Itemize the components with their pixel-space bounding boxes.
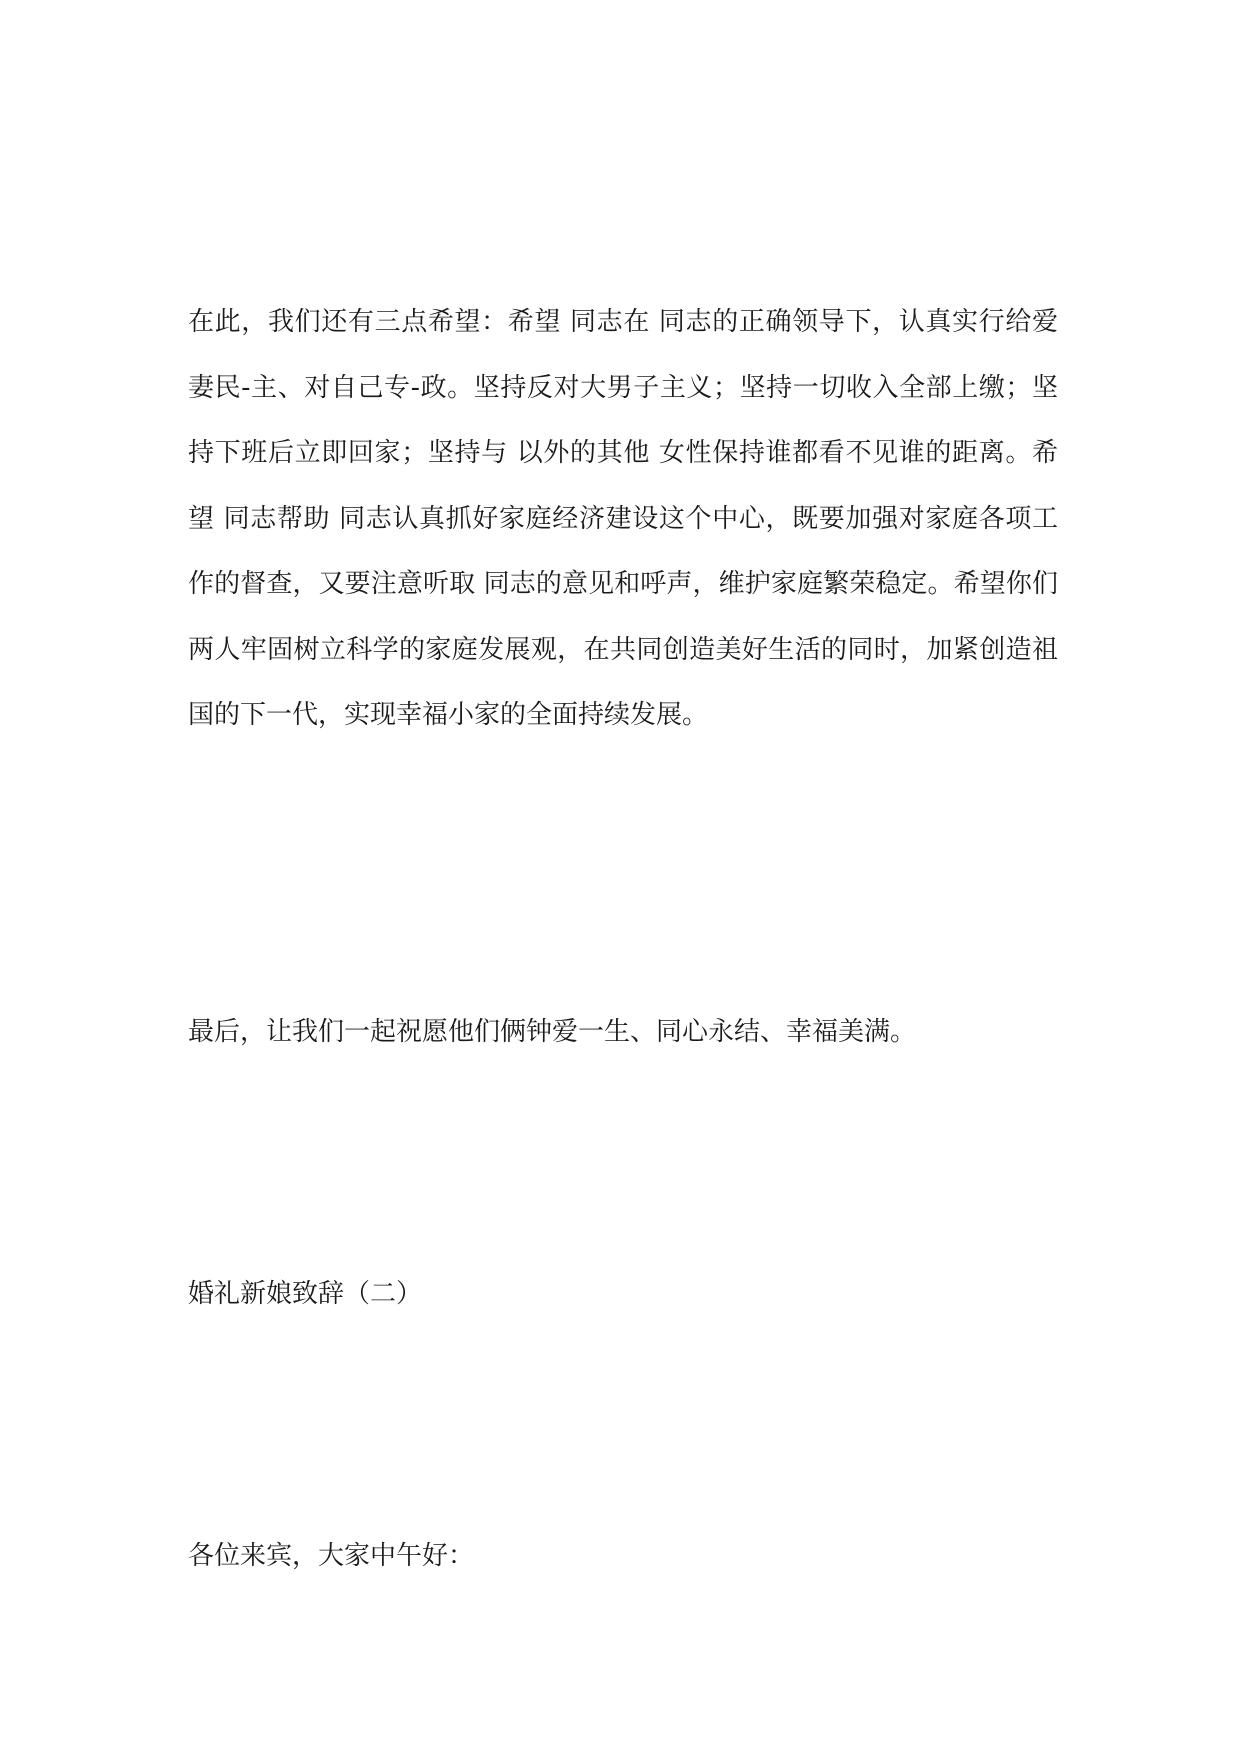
body-paragraph-blessing: 最后，让我们一起祝愿他们俩钟爱一生、同心永结、幸福美满。 — [188, 1017, 917, 1047]
greeting-line: 各位来宾，大家中午好： — [188, 1541, 475, 1571]
body-paragraph-hopes: 在此，我们还有三点希望：希望 同志在 同志的正确领导下，认真实行给爱妻民-主、对自己专-政。坚持反对大男子主义；坚持一切收入全部上缴；坚持下班后立即回家；坚持与 以外的其他 女性保持谁都看不见谁的距离。希望 同志帮助 同志认真抓好家庭经济建设这个中心，既要加强对家庭各项工作的督查，又要注意听取 同志的意见和呼声，维护家庭繁荣稳定。希望你们两人牢固树立科学的家庭发展观，在共同创造美好生活的同时，加紧创造祖国的下一代，实现幸福小家的全面持续发展。 — [188, 307, 1058, 730]
section-heading: 婚礼新娘致辞（二） — [188, 1279, 423, 1309]
